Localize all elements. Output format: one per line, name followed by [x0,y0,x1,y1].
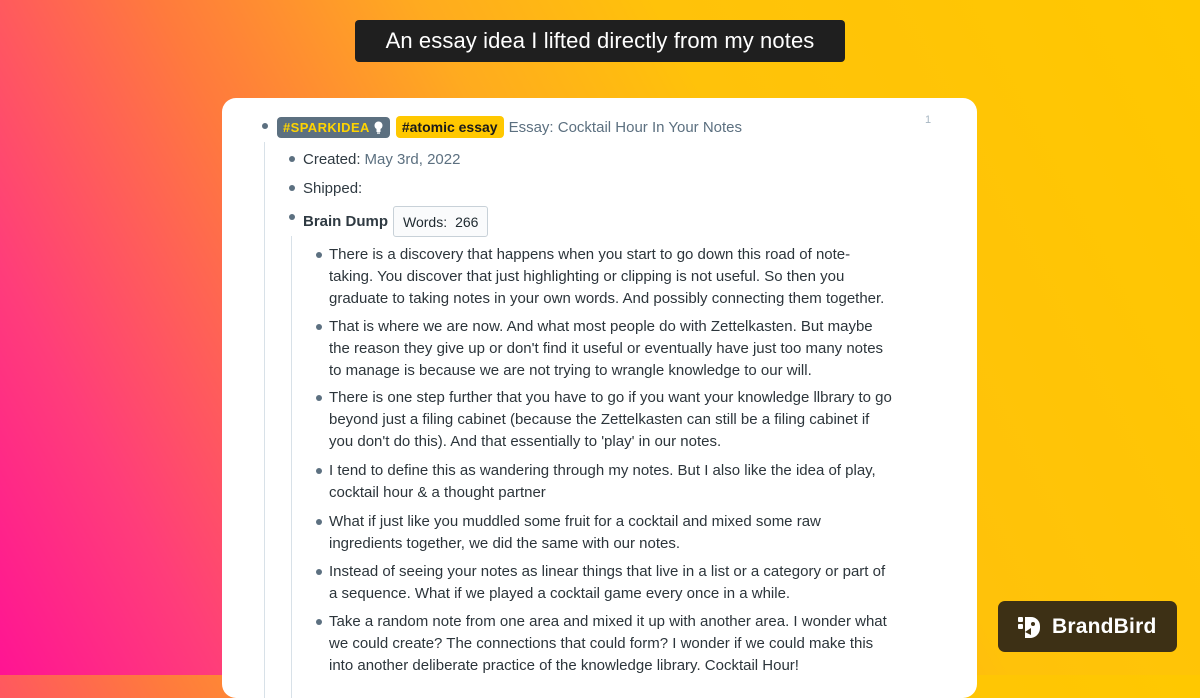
bullet-icon[interactable] [262,123,268,129]
brain-dump-paragraph[interactable]: Take a random note from one area and mixed it up with another area. I wonder what we could create? The connections that could form? I wonder if we could make this into another deliberate practice of the knowledge library. Cocktail Hour! [329,613,887,674]
brain-dump-paragraph[interactable]: There is one step further that you have to go if you want your knowledge llbrary to go beyond just a filing cabinet (because the Zettelkasten can still be a filing cabinet if you don't do this). And that essentially to 'play' in our notes. [329,389,892,450]
bullet-icon[interactable] [316,324,322,330]
brand-name: BrandBird [1052,614,1157,638]
caption-text: An essay idea I lifted directly from my notes [385,28,815,53]
brandbird-logo-icon [1016,614,1042,640]
bullet-icon[interactable] [316,395,322,401]
created-date-link[interactable]: May 3rd, 2022 [364,150,461,168]
created-row [303,148,460,170]
note-title[interactable]: Essay: Cocktail Hour In Your Notes [508,118,743,136]
word-count-label: Words: [403,213,448,230]
bullet-icon[interactable] [316,252,322,258]
tag-atomic-essay[interactable]: #atomic essay [396,116,504,138]
indent-guide-nested [291,236,292,698]
bullet-icon[interactable] [289,214,295,220]
brain-dump-paragraph[interactable]: I tend to define this as wandering through my notes. But I also like the idea of play, cocktail hour & a thought partner [329,462,876,501]
block-reference-count[interactable]: 1 [925,114,932,126]
word-count-widget[interactable] [393,206,488,237]
bullet-icon[interactable] [316,619,322,625]
shipped-row [303,177,362,199]
caption-banner [355,20,845,62]
brain-dump-paragraph[interactable]: That is where we are now. And what most people do with Zettelkasten. But maybe the reason they give up or don't find it useful or eventually have just too many notes to manage is because we are not trying to wrangle knowledge to our will. [329,318,884,379]
brain-dump-paragraph[interactable]: What if just like you muddled some fruit for a cocktail and mixed some raw ingredients together, we did the same with our notes. [329,513,821,552]
tag-sparkidea[interactable]: #SPARKIDEA [277,117,390,138]
lightbulb-icon [373,121,384,134]
brain-dump-row [303,206,488,237]
bullet-icon[interactable] [289,185,295,191]
bullet-icon[interactable] [316,569,322,575]
bullet-icon[interactable] [289,156,295,162]
created-label: Created: [303,150,361,168]
brain-dump-label: Brain Dump [303,213,389,230]
indent-guide [264,142,265,698]
bullet-icon[interactable] [316,519,322,525]
note-title-row[interactable] [277,115,742,139]
brain-dump-paragraph[interactable]: There is a discovery that happens when you start to go down this road of note- taking. You discover that just highlighting or clipping is not useful. So then you graduate to taking notes in your own words. And possibly connecting them together. [329,246,885,307]
brain-dump-paragraph[interactable]: Instead of seeing your notes as linear things that live in a list or a category or part of a sequence. What if we played a cocktail game every once in a while. [329,563,886,602]
shipped-label: Shipped: [303,179,363,197]
note-card [222,98,977,698]
word-count-value: 266 [455,213,479,230]
brandbird-badge [998,601,1177,652]
bullet-icon[interactable] [316,468,322,474]
